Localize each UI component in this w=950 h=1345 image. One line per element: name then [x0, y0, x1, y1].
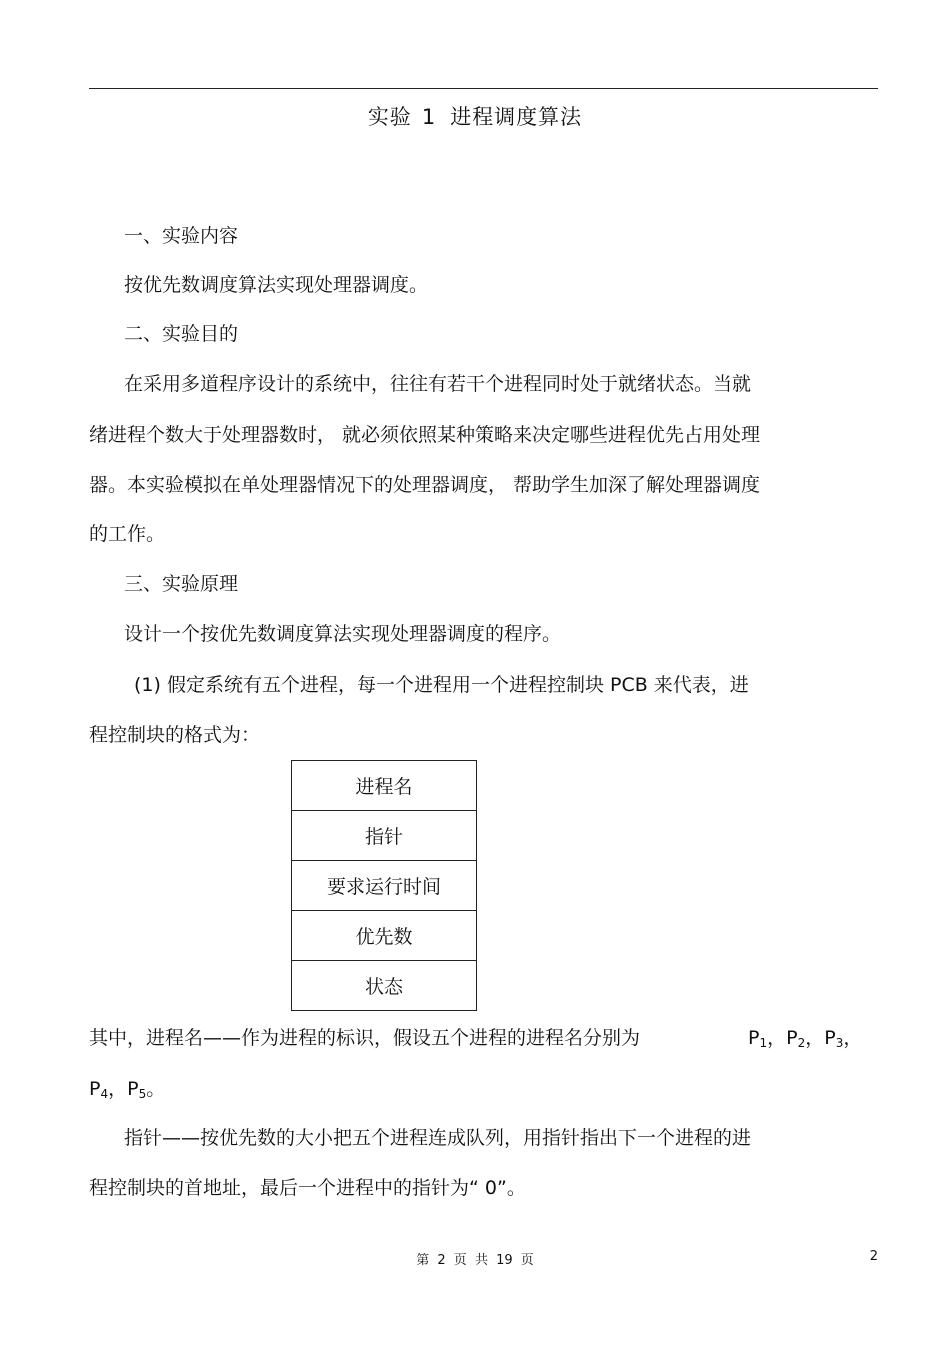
header-rule — [89, 88, 878, 89]
process-name-text: 其中，进程名——作为进程的标识，假设五个进程的进程名分别为 — [89, 1027, 641, 1049]
pcb-cell-process-name: 进程名 — [292, 761, 476, 811]
pcb-cell-state: 状态 — [292, 961, 476, 1011]
page-footer: 第 2 页 共 19 页 — [416, 1253, 534, 1268]
section2-line-2: 绪进程个数大于处理器数时， 就必须依照某种策略来决定哪些进程优先占用处理 — [89, 424, 761, 446]
section2-heading: 二、实验目的 — [124, 323, 239, 345]
section3-heading: 三、实验原理 — [124, 573, 239, 595]
section2-line-3: 器。本实验模拟在单处理器情况下的处理器调度， 帮助学生加深了解处理器调度 — [89, 474, 761, 496]
section1-text: 按优先数调度算法实现处理器调度。 — [124, 274, 429, 296]
title-number: 1 — [421, 105, 437, 129]
pcb-cell-run-time: 要求运行时间 — [292, 861, 476, 911]
page-title — [0, 101, 950, 131]
title-prefix: 实验 — [367, 105, 412, 129]
section1-heading: 一、实验内容 — [124, 225, 239, 247]
footer-total-pages: 19 — [496, 1253, 513, 1268]
process-names-p1-p3: $P_1$，$P_2$，$P_3$， — [748, 1027, 863, 1050]
pcb-format-table — [291, 760, 477, 1011]
pcb-cell-priority: 优先数 — [292, 911, 476, 961]
process-names-p4-p5: $P_4$，$P_5$。 — [89, 1078, 166, 1101]
section3-item1-line1: (1) 假定系统有五个进程，每一个进程用一个进程控制块 PCB 来代表，进 — [134, 674, 749, 696]
section3-item1-line2: 程控制块的格式为： — [89, 724, 261, 746]
pointer-line-1: 指针——按优先数的大小把五个进程连成队列，用指针指出下一个进程的进 — [124, 1127, 752, 1149]
page-number: 2 — [869, 1249, 878, 1264]
pointer-line-2: 程控制块的首地址，最后一个进程中的指针为“ 0”。 — [89, 1177, 526, 1199]
section2-line-1: 在采用多道程序设计的系统中，往往有若干个进程同时处于就绪状态。当就 — [124, 373, 752, 395]
section2-line-4: 的工作。 — [89, 523, 166, 545]
footer-current-page: 2 — [437, 1253, 446, 1268]
pcb-cell-pointer: 指针 — [292, 811, 476, 861]
section3-intro: 设计一个按优先数调度算法实现处理器调度的程序。 — [124, 623, 562, 645]
title-text: 进程调度算法 — [450, 105, 583, 129]
process-name-line — [89, 1026, 640, 1050]
